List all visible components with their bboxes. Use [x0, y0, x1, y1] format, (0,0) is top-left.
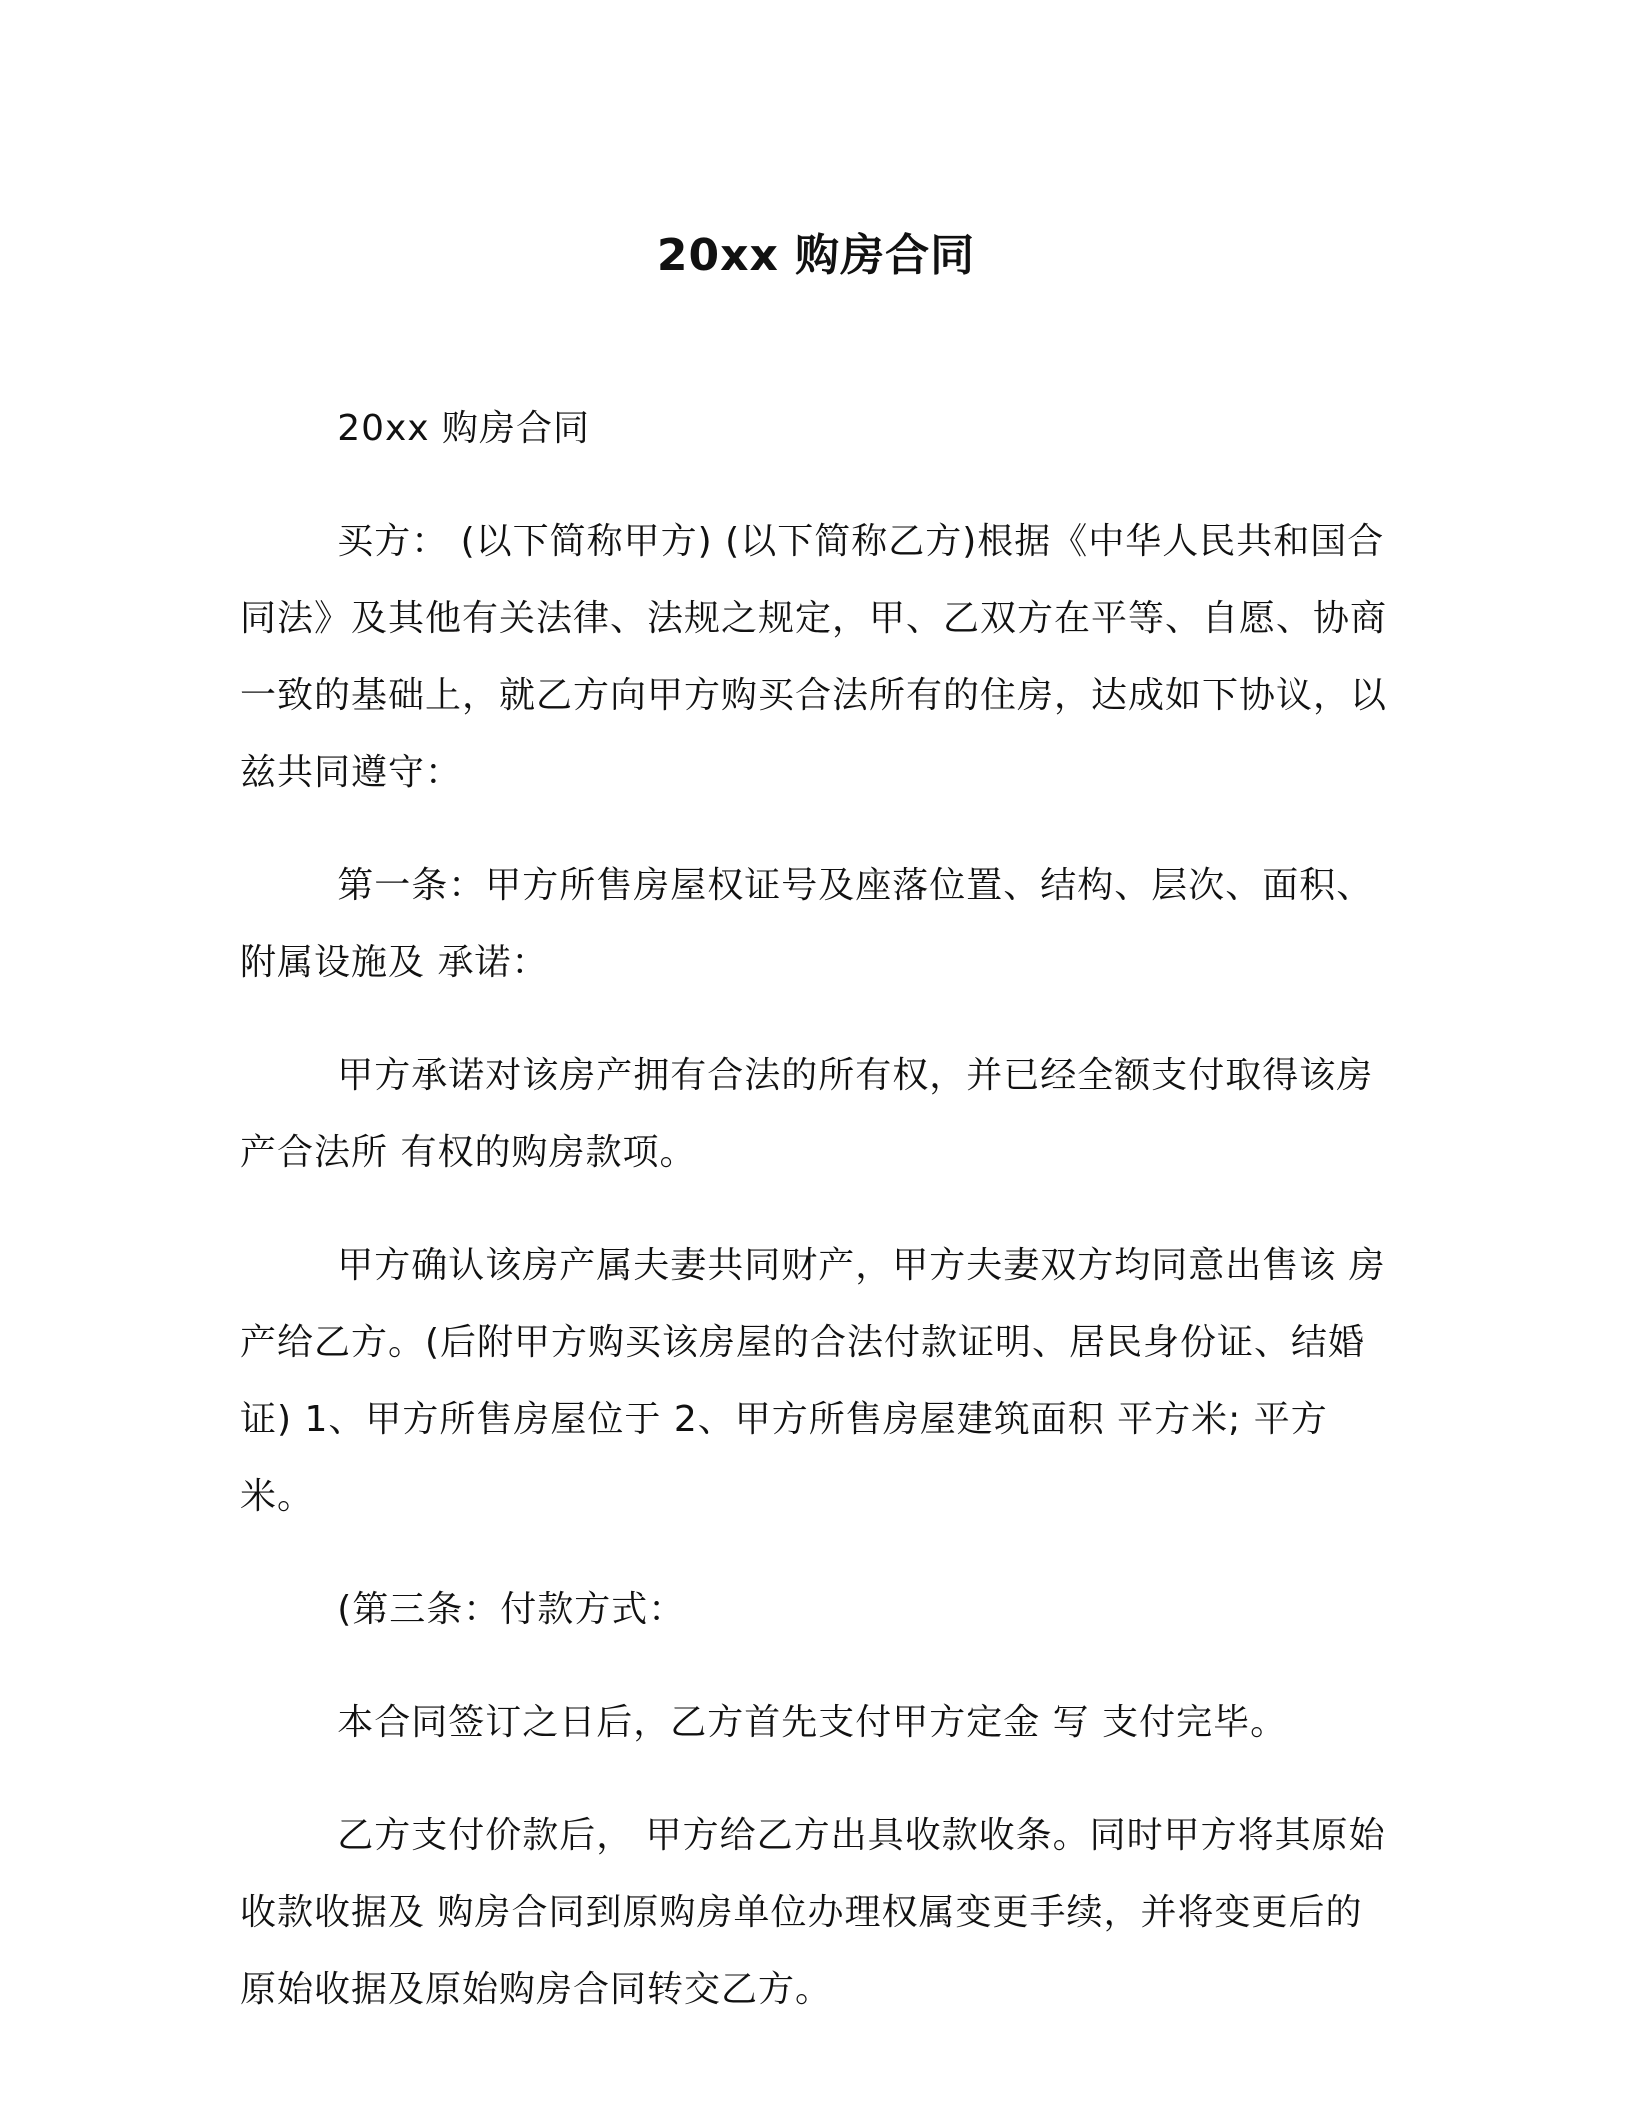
document-body	[240, 390, 1390, 2064]
document-title: 20xx 购房合同	[656, 230, 976, 281]
article-one-paragraph: 第一条：甲方所售房屋权证号及座落位置、结构、层次、面积、附属设施及 承诺：	[240, 865, 1374, 983]
subtitle-paragraph: 20xx 购房合同	[337, 408, 591, 449]
article-three-paragraph: (第三条：付款方式：	[337, 1589, 686, 1630]
deposit-paragraph: 本合同签订之日后，乙方首先支付甲方定金 写 支付完毕。	[337, 1702, 1288, 1743]
receipt-transfer-paragraph: 乙方支付价款后， 甲方给乙方出具收款收条。同时甲方将其原始收款收据及 购房合同到原购房单位办理权属变更手续，并将变更后的原始收据及原始购房合同转交乙方。	[240, 1815, 1386, 2010]
ownership-commitment-paragraph: 甲方承诺对该房产拥有合法的所有权，并已经全额支付取得该房产合法所 有权的购房款项。	[240, 1055, 1374, 1173]
spousal-consent-paragraph: 甲方确认该房产属夫妻共同财产，甲方夫妻双方均同意出售该 房产给乙方。(后附甲方购买该房屋的合法付款证明、居民身份证、结婚证) 1、甲方所售房屋位于 2、甲方所售房屋建筑面积 平方米; 平方米。	[240, 1245, 1386, 1517]
buyer-intro-paragraph: 买方： (以下简称甲方) (以下简称乙方)根据《中华人民共和国合同法》及其他有关法律、法规之规定，甲、乙双方在平等、自愿、协商一致的基础上，就乙方向甲方购买合法所有的住房，达成如下协议，以兹共同遵守：	[240, 521, 1388, 793]
